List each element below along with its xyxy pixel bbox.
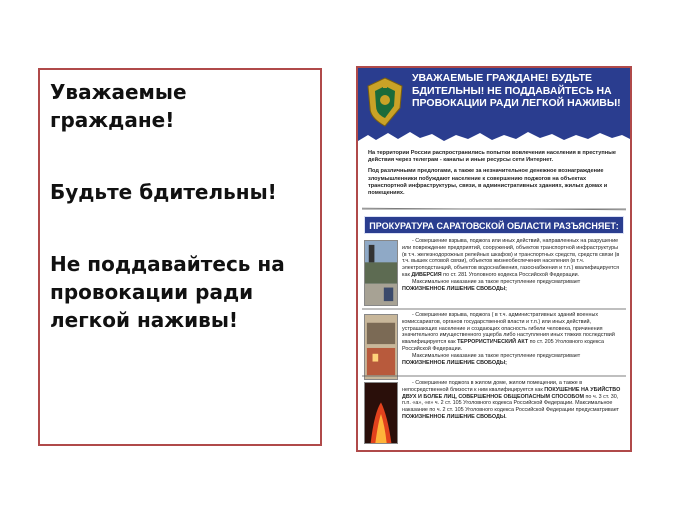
sabotage-term: ДИВЕРСИЯ	[411, 271, 442, 278]
intro-paragraph-1: На территории России распространились попытки вовлечения населения в преступные действия через телеграм - каналы и иные ресурсы сети Интернет.	[368, 150, 617, 164]
greeting-text: Уважаемые граждане!	[50, 80, 187, 132]
vigilance-text: Будьте бдительны!	[50, 180, 277, 204]
intro-paragraph-2: Под различными предлогами, а также за незначительное денежное вознаграждение злоумышленники побуждают население к совершению поджогов на объектах транспортной инфраструктуры, связи, в административных зданиях, жилых домах и помещениях.	[368, 168, 608, 197]
warning-text: Не поддавайтесь на провокации ради легкой наживы!	[50, 252, 285, 332]
infrastructure-photo	[364, 240, 398, 306]
slide-text-box	[38, 68, 322, 446]
section-sabotage: - Совершение взрыва, поджога или иных действий, направленных на разрушение или повреждение предприятий, сооружений, объектов транспортной инфраструктуры (в т.ч. железнодорожных релейных шкафов) и транспортных средств, средств связи (в т.ч. вышек сотовой связи), объектов жизнеобеспечения населения (в т.ч. электроподстанций, объектов водоснабжения, газоснабжения и т.п.) квалифицируется как ДИВЕРСИЯ по ст. 281 Уголовного кодекса Российской Федерации. Максимальное наказание за такое преступление предусматривает ПОЖИЗНЕННОЕ ЛИШЕНИЕ СВОБОДЫ;	[402, 238, 620, 292]
prosecutor-emblem-icon	[362, 74, 408, 128]
fire-photo	[364, 382, 398, 444]
barbed-wire-divider	[362, 373, 626, 379]
building-photo	[364, 314, 398, 380]
prosecutor-banner: ПРОКУРАТУРА САРАТОВСКОЙ ОБЛАСТИ РАЗЪЯСНЯЕТ:	[364, 216, 624, 234]
arson-term: ПОКУШЕНИЕ НА УБИЙСТВО ДВУХ И БОЛЕЕ ЛИЦ, СОВЕРШЕННОЕ ОБЩЕОПАСНЫМ СПОСОБОМ	[402, 386, 621, 400]
prosecutor-poster	[356, 66, 632, 452]
barbed-wire-divider	[362, 206, 626, 212]
poster-title: УВАЖАЕМЫЕ ГРАЖДАНЕ! БУДЬТЕ БДИТЕЛЬНЫ! НЕ ПОДДАВАЙТЕСЬ НА ПРОВОКАЦИИ РАДИ ЛЕГКОЙ НАЖИВЫ!	[412, 72, 621, 109]
section-terrorism: - Совершение взрыва, поджога ( в т.ч. административных зданий военных комиссариатов, органов государственной власти и т.п.) или иных действий, устрашающих население и создающих опасность гибели человека, причинения значительного имущественного ущерба либо наступления иных тяжких последствий квалифицируется как ТЕРРОРИСТИЧЕСКИЙ АКТ по ст. 205 Уголовного кодекса Российской Федерации. Максимальное наказание за такое преступление предусматривает ПОЖИЗНЕННОЕ ЛИШЕНИЕ СВОБОДЫ;	[402, 312, 615, 366]
terrorism-term: ТЕРРОРИСТИЧЕСКИЙ АКТ	[457, 339, 529, 346]
poster-intro	[368, 150, 622, 201]
header-wave	[358, 129, 630, 147]
section-arson: - Совершение поджога в жилом доме, жилом помещении, а также в непосредственной близости к ним квалифицируется как ПОКУШЕНИЕ НА УБИЙСТВО ДВУХ И БОЛЕЕ ЛИЦ, СОВЕРШЕННОЕ ОБЩЕОПАСНЫМ СПОСОБОМ по ч. 3 ст. 30, п.п. «а», «е» ч. 2 ст. 105 Уголовного кодекса Российской Федерации. Максимальное наказание по ч. 2 ст. 105 Уголовного кодекса Российской Федерации предусматривает ПОЖИЗНЕННОЕ ЛИШЕНИЕ СВОБОДЫ.	[402, 380, 621, 420]
poster-header	[358, 68, 630, 146]
